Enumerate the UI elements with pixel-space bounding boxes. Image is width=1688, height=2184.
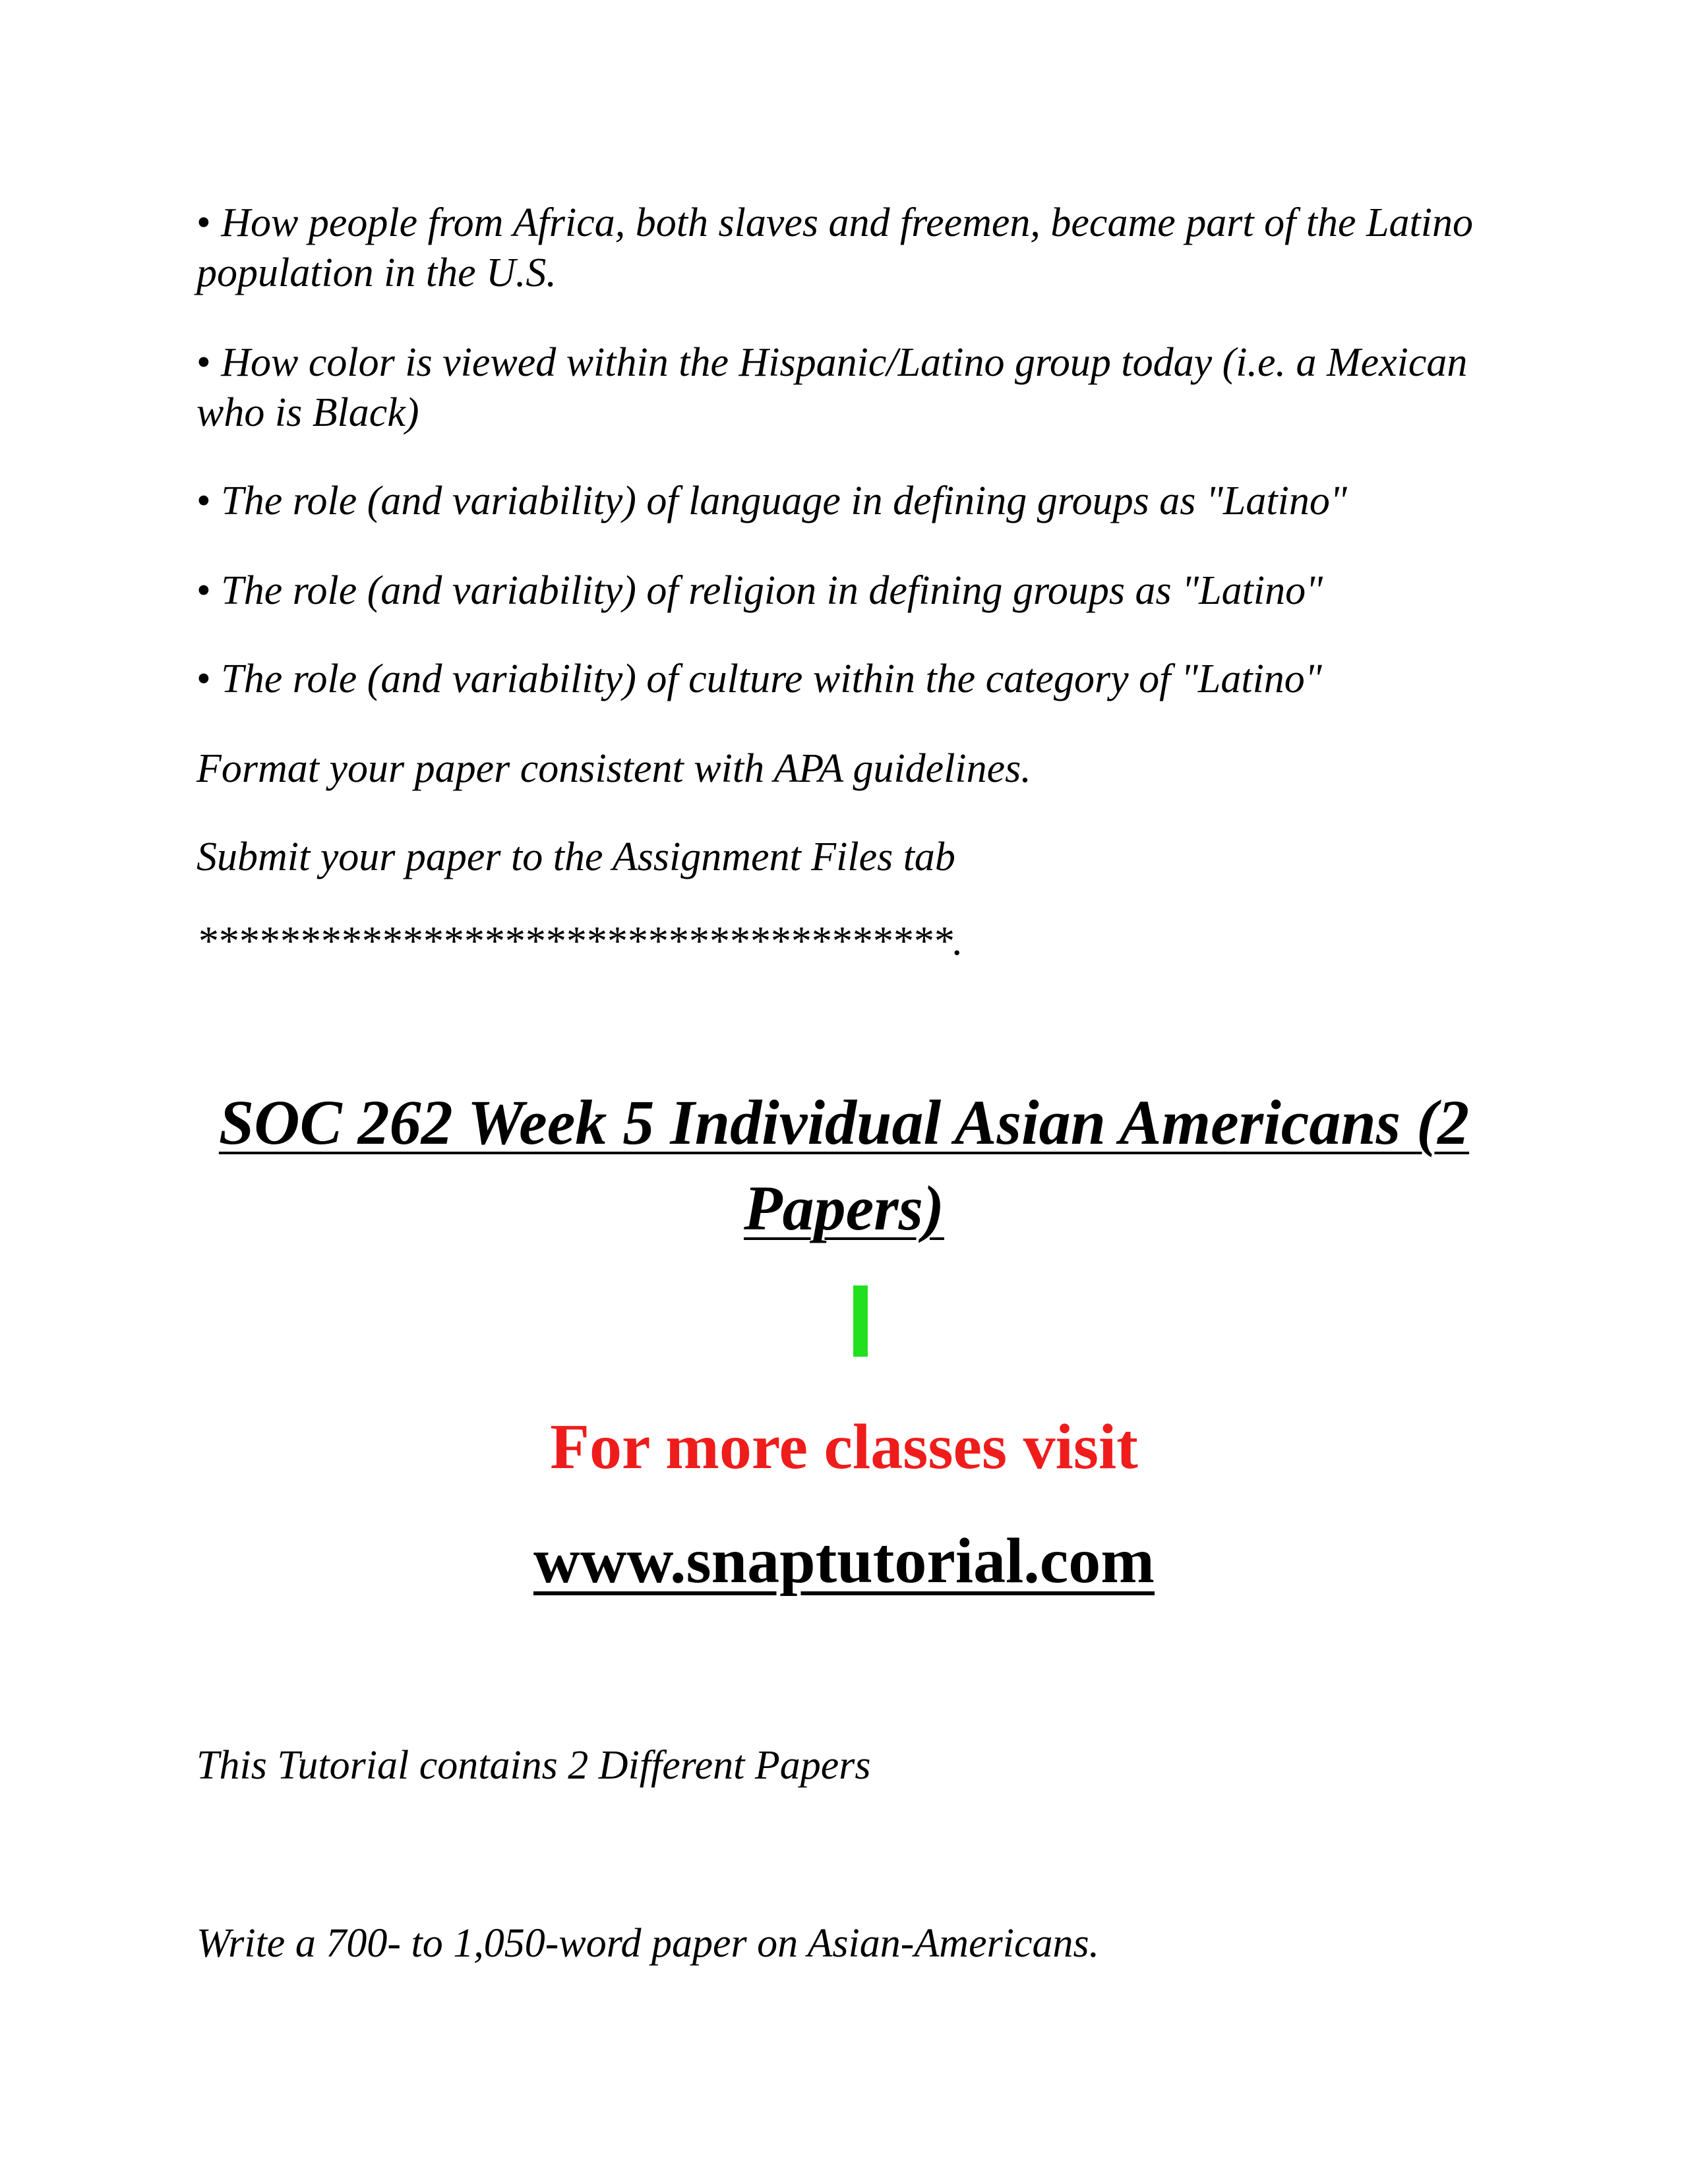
separator: *************************************. — [196, 919, 963, 964]
bullet-item — [196, 338, 1489, 438]
accent-bar — [853, 1285, 868, 1357]
bullet-icon: • — [196, 479, 211, 523]
format-instruction: Format your paper consistent with APA guidelines. — [196, 746, 1031, 791]
bullet-icon: • — [196, 568, 211, 613]
tutorial-note: This Tutorial contains 2 Different Papers — [196, 1743, 871, 1788]
bullet-item — [196, 654, 1489, 704]
bullet-text: The role (and variability) of language in defining groups as "Latino" — [221, 479, 1347, 523]
bullet-icon: • — [196, 200, 211, 245]
promo-link[interactable]: www.snaptutorial.com — [533, 1525, 1155, 1597]
bullet-text: How color is viewed within the Hispanic/Latino group today (i.e. a Mexican who is Black) — [196, 340, 1468, 435]
bullet-icon: • — [196, 340, 211, 385]
submit-instruction: Submit your paper to the Assignment Files tab — [196, 835, 955, 879]
promo-line: For more classes visit — [550, 1411, 1138, 1483]
bullet-text: The role (and variability) of religion in defining groups as "Latino" — [221, 568, 1323, 613]
bullet-item — [196, 198, 1489, 298]
bullet-icon: • — [196, 657, 211, 701]
bullet-text: The role (and variability) of culture within the category of "Latino" — [221, 657, 1322, 701]
course-title: SOC 262 Week 5 Individual Asian Americans (2 Papers) — [218, 1087, 1470, 1243]
bullet-text: How people from Africa, both slaves and freemen, became part of the Latino population in the U.S. — [196, 200, 1473, 295]
bullet-item — [196, 476, 1489, 526]
bullet-item — [196, 566, 1489, 616]
assignment-text: Write a 700- to 1,050-word paper on Asian-Americans. — [196, 1921, 1100, 1966]
